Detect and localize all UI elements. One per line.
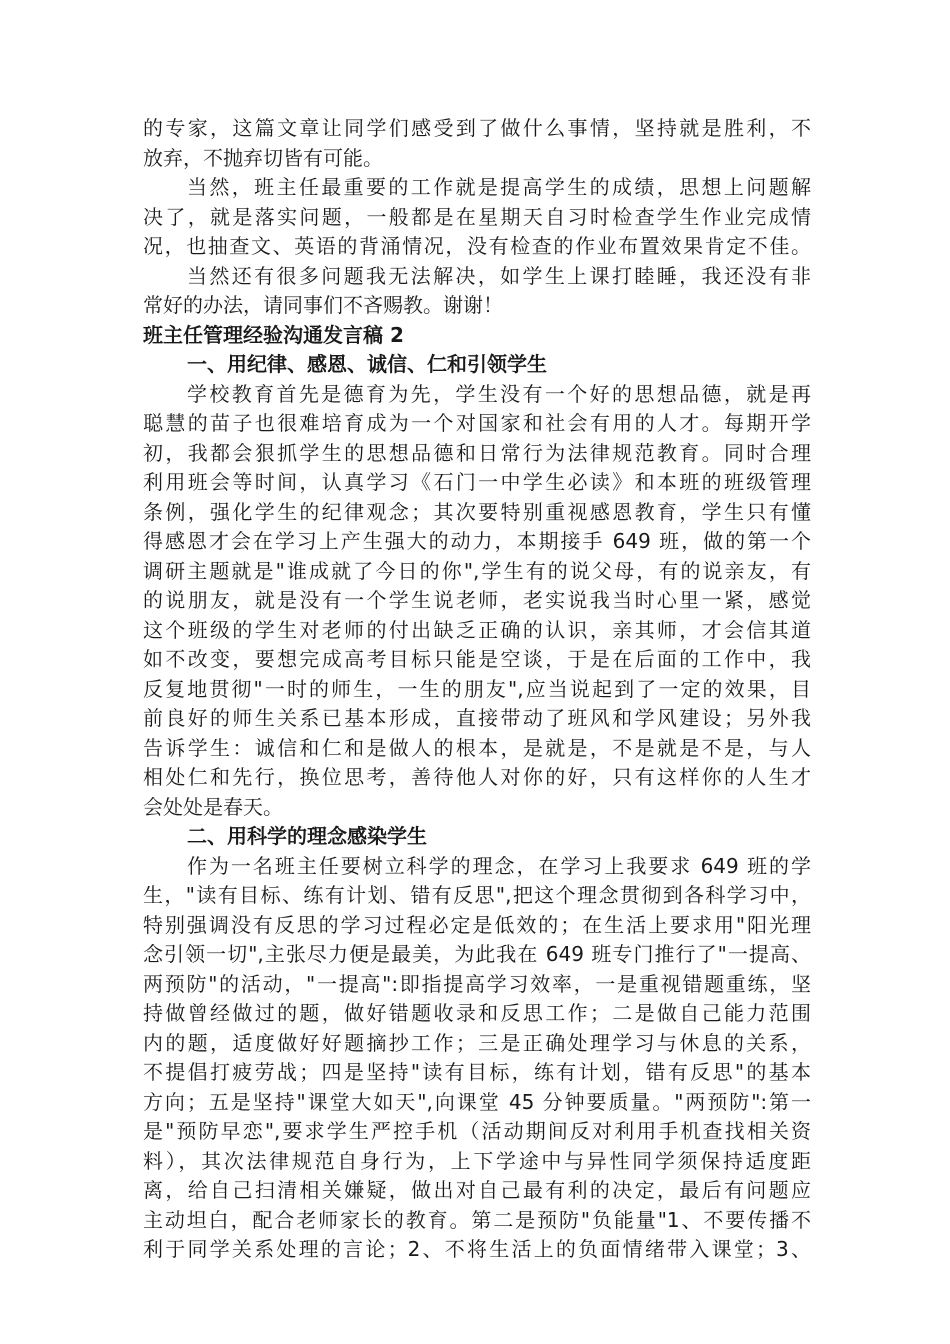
text-line: 的说朋友，就是没有一个学生说老师，老实说我当时心里一紧，感觉 (143, 588, 811, 612)
section-heading: 班主任管理经验沟通发言稿 2 (143, 322, 404, 347)
text-line: 条例，强化学生的纪律观念；其次要特别重视感恩教育，学生只有懂 (143, 499, 811, 524)
text-line: 当然，班主任最重要的工作就是提高学生的成绩，思想上问题解 (187, 175, 811, 199)
text-line: 聪慧的苗子也很难培育成为一个对国家和社会有用的人才。每期开学 (143, 411, 811, 435)
text-line: 反复地贯彻"一时的师生，一生的朋友",应当说起到了一定的效果，目 (143, 676, 811, 701)
text-line: 相处仁和先行，换位思考，善待他人对你的好，只有这样你的人生才 (143, 765, 811, 789)
text-line: 学校教育首先是德育为先，学生没有一个好的思想品德，就是再 (187, 381, 811, 406)
text-line: 生，"读有目标、练有计划、错有反思",把这个理念贯彻到各科学习中， (143, 883, 811, 907)
text-line: 利于同学关系处理的言论；2、不将生活上的负面情绪带入课堂；3、 (143, 1237, 811, 1261)
text-line: 持做曾经做过的题，做好错题收录和反思工作；二是做自己能力范围 (143, 1001, 811, 1025)
text-line: 决了，就是落实问题，一般都是在星期天自习时检查学生作业完成情 (143, 204, 811, 229)
subsection-heading: 一、用纪律、感恩、诚信、仁和引领学生 (187, 352, 547, 376)
text-line: 常好的办法，请同事们不吝赐教。谢谢！ (143, 293, 503, 317)
text-line: 是"预防早恋",要求学生严控手机（活动期间反对利用手机查找相关资 (143, 1119, 811, 1143)
text-line: 两预防"的活动，"一提高":即指提高学习效率，一是重视错题重练，坚 (143, 971, 811, 996)
document-body (143, 114, 811, 1265)
text-line: 如不改变，要想完成高考目标只能是空谈，于是在后面的工作中，我 (143, 647, 811, 671)
text-line: 离，给自己扫清相关嫌疑，做出对自己最有利的决定，最后有问题应 (143, 1178, 811, 1202)
text-line: 主动坦白，配合老师家长的教育。第二是预防"负能量"1、不要传播不 (143, 1207, 811, 1232)
text-line: 得感恩才会在学习上产生强大的动力，本期接手 649 班，做的第一个 (143, 529, 811, 553)
text-line: 告诉学生：诚信和仁和是做人的根本，是就是，不是就是不是，与人 (143, 735, 811, 760)
text-line: 念引领一切",主张尽力便是最美，为此我在 649 班专门推行了"一提高、 (143, 942, 811, 966)
text-line: 会处处是春天。 (143, 794, 283, 819)
text-line: 况，也抽查文、英语的背涌情况，没有检查的作业布置效果肯定不佳。 (143, 234, 811, 258)
text-line: 料），其次法律规范自身行为，上下学途中与异性同学须保持适度距 (143, 1148, 811, 1173)
text-line: 特别强调没有反思的学习过程必定是低效的；在生活上要求用"阳光理 (143, 912, 811, 937)
text-line: 放弃，不抛弃切皆有可能。 (143, 145, 383, 170)
text-line: 方向；五是坚持"课堂大如天",向课堂 45 分钟要质量。"两预防":第一 (143, 1089, 811, 1114)
text-line: 的专家，这篇文章让同学们感受到了做什么事情，坚持就是胜利，不 (143, 116, 811, 140)
text-line: 前良好的师生关系已基本形成，直接带动了班风和学风建设；另外我 (143, 706, 811, 730)
subsection-heading: 二、用科学的理念感染学生 (187, 824, 427, 848)
text-line: 不提倡打疲劳战；四是坚持"读有目标，练有计划，错有反思"的基本 (143, 1060, 811, 1084)
text-line: 作为一名班主任要树立科学的理念，在学习上我要求 649 班的学 (187, 853, 811, 878)
text-line: 当然还有很多问题我无法解决，如学生上课打睦睡，我还没有非 (187, 263, 811, 288)
text-line: 这个班级的学生对老师的付出缺乏正确的认识，亲其师，才会信其道 (143, 617, 811, 642)
text-line: 内的题，适度做好好题摘抄工作；三是正确处理学习与休息的关系， (143, 1030, 811, 1055)
text-line: 初，我都会狠抓学生的思想品德和日常行为法律规范教育。同时合理 (143, 440, 811, 465)
text-line: 调研主题就是"谁成就了今日的你",学生有的说父母，有的说亲友，有 (143, 558, 811, 583)
text-line: 利用班会等时间，认真学习《石门一中学生必读》和本班的班级管理 (143, 470, 811, 494)
